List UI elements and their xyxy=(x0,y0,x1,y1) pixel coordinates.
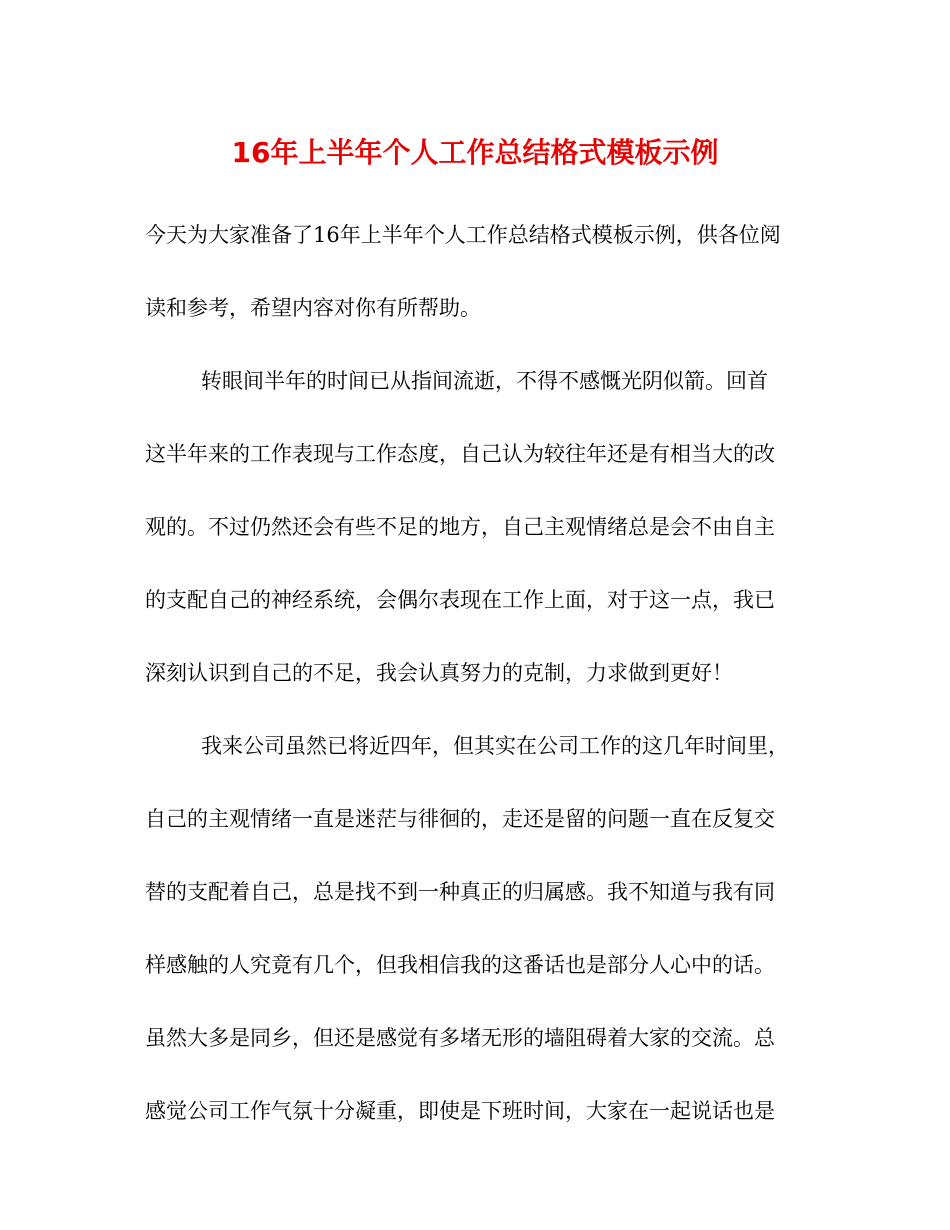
paragraph-line: 观的。不过仍然还会有些不足的地方，自己主观情绪总是会不由自主 xyxy=(145,515,775,539)
paragraph-line: 转眼间半年的时间已从指间流逝，不得不感慨光阴似箭。回首 xyxy=(201,369,768,393)
paragraph-line: 自己的主观情绪一直是迷茫与徘徊的，走还是留的问题一直在反复交 xyxy=(145,807,775,831)
paragraph-line: 今天为大家准备了16年上半年个人工作总结格式模板示例，供各位阅 xyxy=(145,223,781,247)
paragraph-line: 感觉公司工作气氛十分凝重，即使是下班时间，大家在一起说话也是 xyxy=(145,1099,775,1123)
document-title: 16年上半年个人工作总结格式模板示例 xyxy=(231,136,719,169)
paragraph-line: 我来公司虽然已将近四年，但其实在公司工作的这几年时间里， xyxy=(201,734,789,758)
paragraph-line: 样感触的人究竟有几个，但我相信我的这番话也是部分人心中的话。 xyxy=(145,953,775,977)
paragraph-line: 这半年来的工作表现与工作态度，自己认为较往年还是有相当大的改 xyxy=(145,442,775,466)
paragraph-line: 虽然大多是同乡，但还是感觉有多堵无形的墙阻碍着大家的交流。总 xyxy=(145,1026,775,1050)
paragraph-line: 替的支配着自己，总是找不到一种真正的归属感。我不知道与我有同 xyxy=(145,880,775,904)
paragraph-line: 的支配自己的神经系统，会偶尔表现在工作上面，对于这一点，我已 xyxy=(145,588,775,612)
paragraph-line: 深刻认识到自己的不足，我会认真努力的克制，力求做到更好！ xyxy=(145,661,733,685)
paragraph-line: 读和参考，希望内容对你有所帮助。 xyxy=(145,296,481,320)
